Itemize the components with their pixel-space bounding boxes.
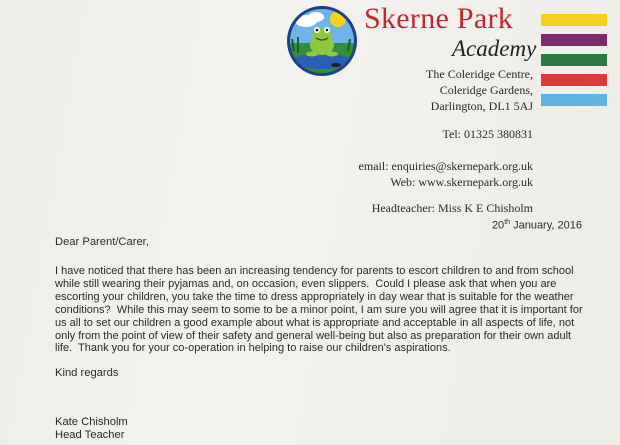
color-bar-purple [541, 34, 607, 46]
letter-body [55, 265, 615, 355]
date-rest: January, 2016 [510, 219, 582, 232]
color-bar-blue [541, 94, 607, 106]
body-line: conditions? While this may seem to some to be a minor point, I am sure you will agree that it is important for [55, 303, 583, 316]
color-bar-green [541, 54, 607, 66]
signer-title: Head Teacher [55, 429, 125, 441]
body-line: us all to set our children a good example about what is appropriate and acceptable in all aspects of life, not [55, 316, 575, 329]
body-line: life. Thank you for your co-operation in helping to raise our children's aspirations. [55, 342, 451, 355]
school-logo-frog-icon [286, 5, 358, 77]
address-line: Coleridge Gardens, [439, 83, 533, 97]
greeting: Dear Parent/Carer, [55, 236, 149, 248]
email-address: email: enquiries@skernepark.org.uk [358, 159, 533, 173]
color-bar-yellow [541, 14, 607, 26]
telephone: Tel: 01325 380831 [442, 127, 533, 141]
address-line: The Coleridge Centre, [426, 67, 533, 81]
address-line: Darlington, DL1 5AJ [430, 99, 533, 113]
body-line: while still wearing their pyjamas and, on occasion, even slippers. Could I please ask that when you are [55, 277, 557, 290]
body-line: only from the point of view of their safety and general well-being but also as preparation for their own adult [55, 329, 572, 342]
body-line: I have noticed that there has been an increasing tendency for parents to escort children to and from school [55, 265, 574, 277]
school-name: Skerne Park [364, 2, 514, 35]
letter-date [400, 219, 582, 232]
date-day: 20 [491, 219, 505, 232]
closing: Kind regards [55, 367, 119, 379]
signer-name: Kate Chisholm [55, 416, 128, 428]
date-suffix: th [504, 219, 511, 226]
website: Web: www.skernepark.org.uk [390, 175, 533, 189]
color-bar-red [541, 74, 607, 86]
school-address [380, 66, 533, 114]
color-bars [541, 14, 607, 114]
school-subtitle: Academy [452, 36, 537, 61]
body-line: escorting your children, you take the time to dress appropriately in day wear that is suitable for the weather [55, 290, 574, 303]
contact-block [300, 158, 533, 190]
headteacher-line: Headteacher: Miss K E Chisholm [371, 201, 533, 215]
